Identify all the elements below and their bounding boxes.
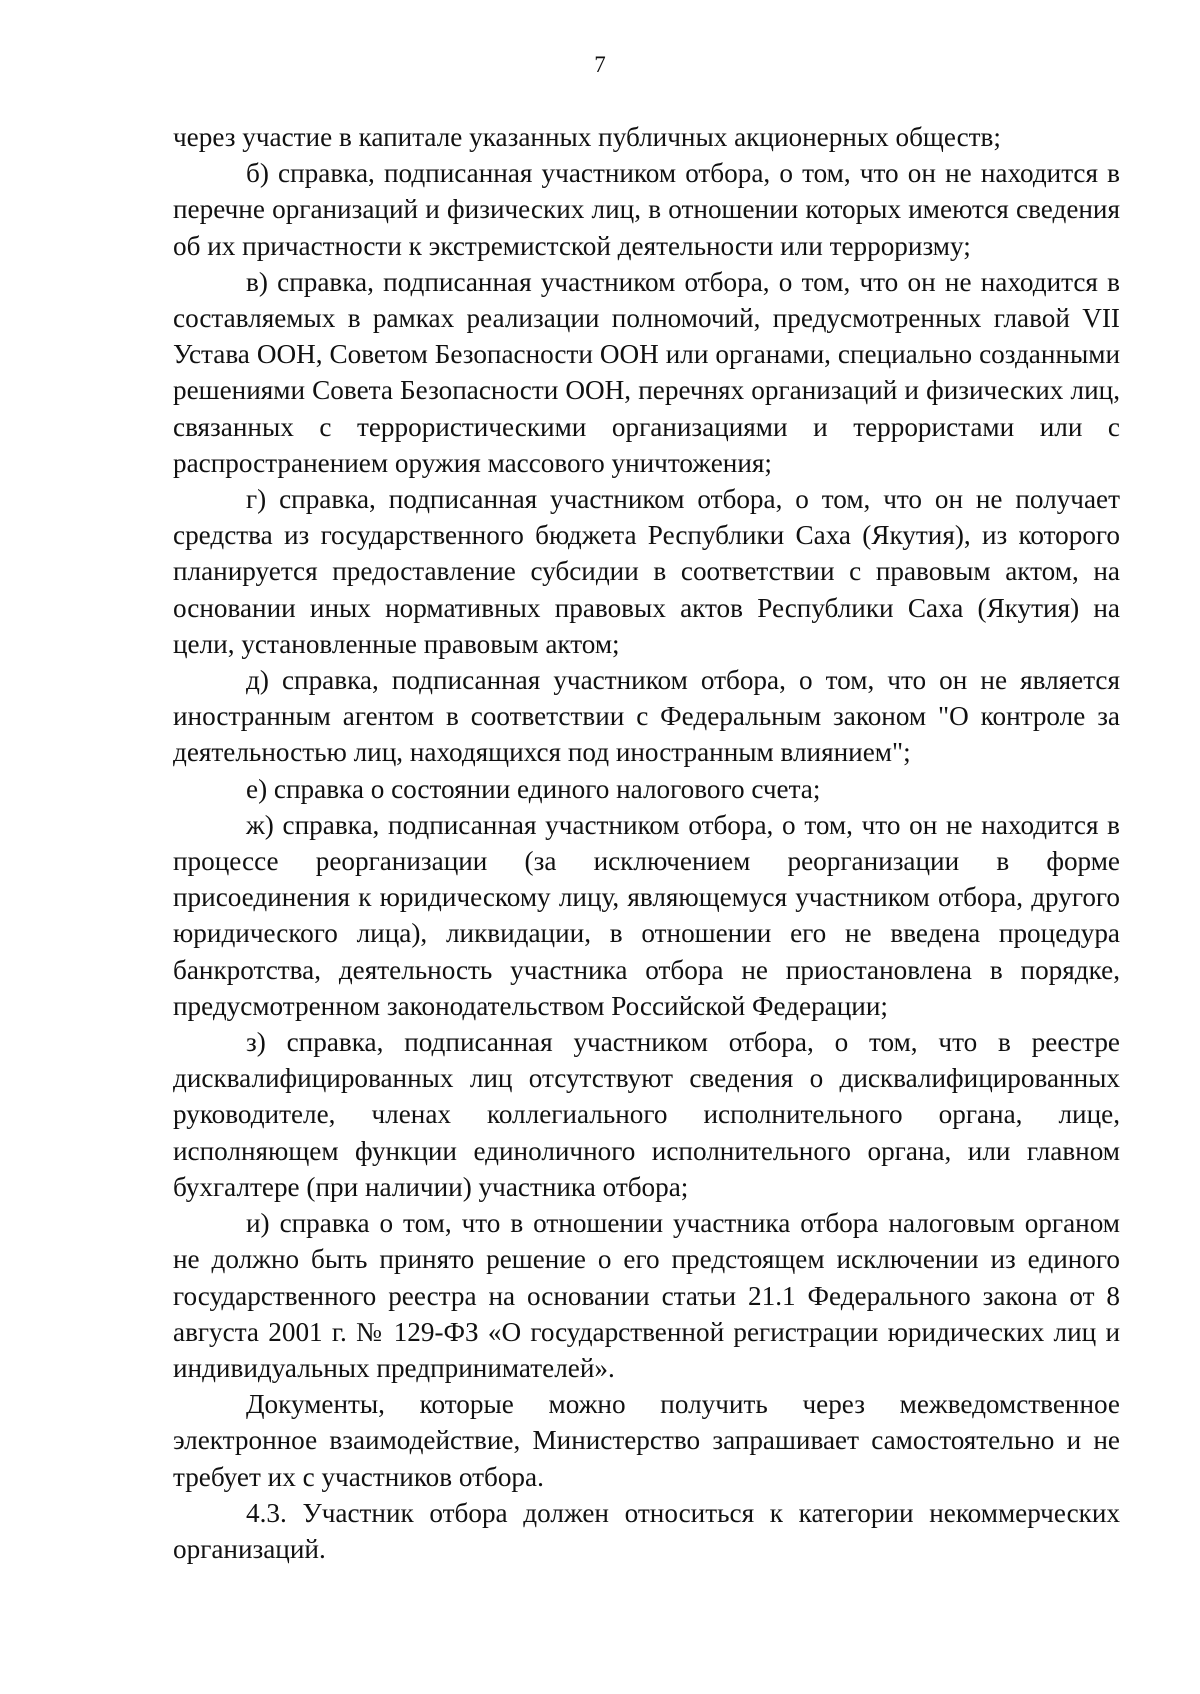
- paragraph-item-z: з) справка, подписанная участником отбора, о том, что в реестре дисквалифицированных лиц отсутствуют сведения о дисквалифицированных руководителе, членах коллегиального исполнительного органа, лице, исполняющем функции единоличного исполнительного органа, или главном бухгалтере (при наличии) участника отбора;: [173, 1027, 1120, 1202]
- paragraph-item-b: б) справка, подписанная участником отбора, о том, что он не находится в перечне организаций и физических лиц, в отношении которых имеются сведения об их причастности к экстремистской деятельности или терроризму;: [173, 158, 1120, 261]
- paragraph-item-v: в) справка, подписанная участником отбора, о том, что он не находится в составляемых в рамках реализации полномочий, предусмотренных главой VII Устава ООН, Советом Безопасности ООН или органами, специально созданными решениями Совета Безопасности ООН, перечнях организаций и физических лиц, связанных с террористическими организациями и террористами или с распространением оружия массового уничтожения;: [173, 266, 1120, 478]
- page-number: 7: [594, 52, 606, 77]
- paragraph-item-d: д) справка, подписанная участником отбора, о том, что он не является иностранным агентом в соответствии с Федеральным законом "О контроле за деятельностью лиц, находящихся под иностранным влиянием";: [173, 665, 1120, 768]
- paragraph-item-zh: ж) справка, подписанная участником отбора, о том, что он не находится в процессе реорганизации (за исключением реорганизации в форме присоединения к юридическому лицу, являющемуся участником отбора, другого юридического лица), ликвидации, в отношении его не введена процедура банкротства, деятельность участника отбора не приостановлена в порядке, предусмотренном законодательством Российской Федерации;: [173, 809, 1120, 1021]
- paragraph-item-g: г) справка, подписанная участником отбора, о том, что он не получает средства из государственного бюджета Республики Саха (Якутия), из которого планируется предоставление субсидии в соответствии с правовым актом, на основании иных нормативных правовых актов Республики Саха (Якутия) на цели, установленные правовым актом;: [173, 484, 1120, 659]
- paragraph-continuation: через участие в капитале указанных публичных акционерных обществ;: [173, 122, 1001, 152]
- paragraph-documents: Документы, которые можно получить через межведомственное электронное взаимодействие, Министерство запрашивает самостоятельно и не требует их с участников отбора.: [173, 1389, 1120, 1492]
- paragraph-item-e: е) справка о состоянии единого налогового счета;: [246, 773, 821, 804]
- document-body: [173, 119, 1120, 1567]
- paragraph-item-i: и) справка о том, что в отношении участника отбора налоговым органом не должно быть принято решение о его предстоящем исключении из единого государственного реестра на основании статьи 21.1 Федерального закона от 8 августа 2001 г. № 129-ФЗ «О государственной регистрации юридических лиц и индивидуальных предпринимателей».: [173, 1208, 1120, 1383]
- paragraph-section-4-3: 4.3. Участник отбора должен относиться к категории некоммерческих организаций.: [173, 1497, 1120, 1564]
